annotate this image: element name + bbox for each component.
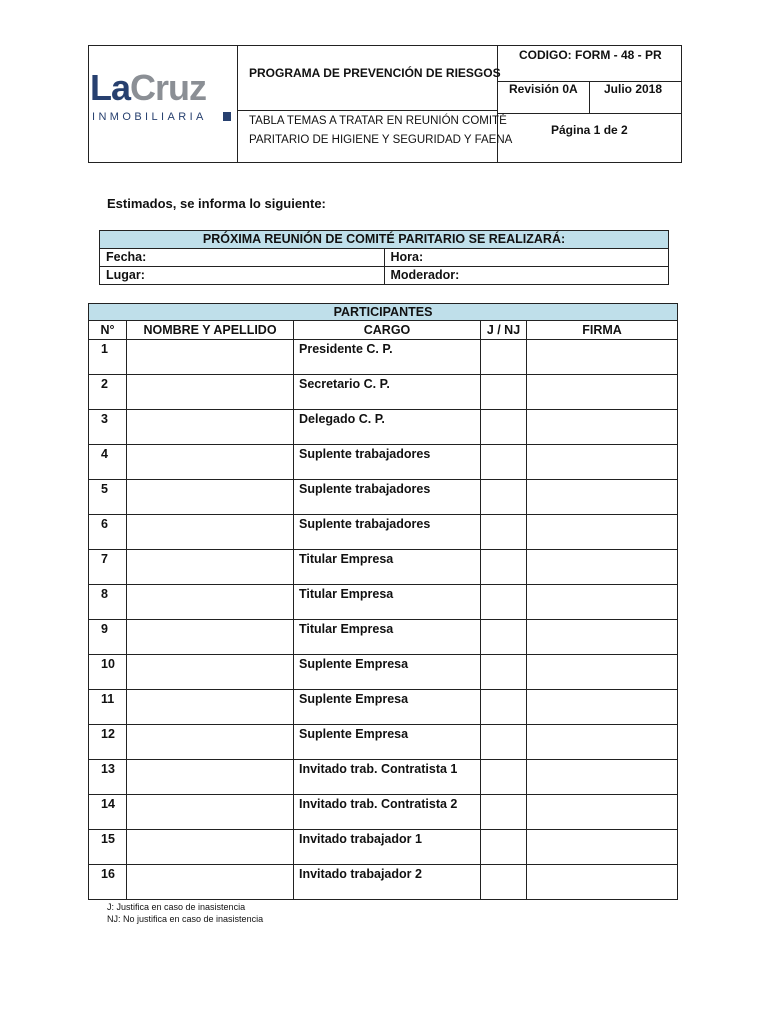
table-row <box>89 445 678 480</box>
row-number <box>89 725 127 760</box>
role-cell <box>294 760 481 795</box>
row-number-text: 10 <box>101 657 115 671</box>
table-row <box>89 795 678 830</box>
table-row <box>89 480 678 515</box>
signature-field[interactable] <box>527 865 678 900</box>
signature-field[interactable] <box>527 445 678 480</box>
attendance-field-blank <box>481 655 526 657</box>
name-field-blank <box>127 795 293 797</box>
row-number <box>89 445 127 480</box>
role-cell-text: Delegado C. P. <box>299 412 385 426</box>
name-field-blank <box>127 725 293 727</box>
name-field[interactable] <box>127 480 294 515</box>
header-divider <box>237 46 238 162</box>
signature-field[interactable] <box>527 550 678 585</box>
signature-field[interactable] <box>527 375 678 410</box>
role-cell <box>294 375 481 410</box>
header-divider <box>589 81 590 113</box>
row-number-text: 4 <box>101 447 108 461</box>
name-field-blank <box>127 410 293 412</box>
role-cell <box>294 865 481 900</box>
role-cell <box>294 480 481 515</box>
name-field[interactable] <box>127 340 294 375</box>
participants-title: PARTICIPANTES <box>89 304 678 321</box>
role-cell <box>294 690 481 725</box>
row-number <box>89 760 127 795</box>
row-number-text: 13 <box>101 762 115 776</box>
signature-field-blank <box>527 795 677 797</box>
attendance-field-blank <box>481 550 526 552</box>
name-field[interactable] <box>127 795 294 830</box>
role-cell <box>294 515 481 550</box>
role-cell-text: Invitado trab. Contratista 1 <box>299 762 458 776</box>
signature-field-blank <box>527 480 677 482</box>
name-field-blank <box>127 340 293 342</box>
role-cell <box>294 725 481 760</box>
role-cell-text: Suplente trabajadores <box>299 482 431 496</box>
row-number <box>89 340 127 375</box>
row-number-text: 6 <box>101 517 108 531</box>
role-cell <box>294 550 481 585</box>
name-field[interactable] <box>127 865 294 900</box>
row-number <box>89 690 127 725</box>
name-field[interactable] <box>127 515 294 550</box>
role-cell-text: Suplente Empresa <box>299 657 409 671</box>
name-field[interactable] <box>127 760 294 795</box>
signature-field-blank <box>527 655 677 657</box>
role-cell <box>294 830 481 865</box>
role-cell <box>294 410 481 445</box>
name-field-blank <box>127 655 293 657</box>
name-field[interactable] <box>127 585 294 620</box>
form-subtitle-line2: PARITARIO DE HIGIENE Y SEGURIDAD Y FAENA <box>249 134 513 146</box>
signature-field[interactable] <box>527 760 678 795</box>
row-number <box>89 865 127 900</box>
name-field[interactable] <box>127 445 294 480</box>
attendance-field-blank <box>481 760 526 762</box>
signature-field[interactable] <box>527 690 678 725</box>
table-row <box>89 830 678 865</box>
logo-word-la: La <box>90 67 131 108</box>
signature-field[interactable] <box>527 515 678 550</box>
meeting-date-field[interactable]: Fecha: <box>100 249 385 267</box>
name-field-blank <box>127 445 293 447</box>
attendance-field-blank <box>481 865 526 867</box>
participants-table <box>88 303 678 900</box>
attendance-field[interactable] <box>481 445 527 480</box>
role-cell-text: Titular Empresa <box>299 552 394 566</box>
meeting-table <box>99 230 669 285</box>
signature-field[interactable] <box>527 585 678 620</box>
row-number <box>89 480 127 515</box>
column-header-attendance: J / NJ <box>481 321 527 340</box>
signature-field-blank <box>527 690 677 692</box>
table-row <box>89 760 678 795</box>
attendance-field[interactable] <box>481 585 527 620</box>
column-header-signature: FIRMA <box>527 321 678 340</box>
name-field-blank <box>127 375 293 377</box>
attendance-field-blank <box>481 340 526 342</box>
name-field[interactable] <box>127 375 294 410</box>
row-number-text: 5 <box>101 482 108 496</box>
attendance-field-blank <box>481 690 526 692</box>
attendance-field-blank <box>481 515 526 517</box>
signature-field[interactable] <box>527 830 678 865</box>
row-number <box>89 515 127 550</box>
attendance-field[interactable] <box>481 655 527 690</box>
role-cell <box>294 620 481 655</box>
signature-field-blank <box>527 340 677 342</box>
signature-field[interactable] <box>527 410 678 445</box>
revision: Revisión 0A <box>509 82 578 96</box>
signature-field-blank <box>527 445 677 447</box>
attendance-field-blank <box>481 585 526 587</box>
role-cell-text: Suplente trabajadores <box>299 447 431 461</box>
table-row <box>89 865 678 900</box>
table-row <box>89 410 678 445</box>
row-number <box>89 655 127 690</box>
row-number-text: 3 <box>101 412 108 426</box>
meeting-title: PRÓXIMA REUNIÓN DE COMITÉ PARITARIO SE REALIZARÁ: <box>100 231 669 249</box>
note-not-justifies: NJ: No justifica en caso de inasistencia <box>107 914 264 924</box>
signature-field[interactable] <box>527 340 678 375</box>
role-cell-text: Invitado trab. Contratista 2 <box>299 797 458 811</box>
attendance-field-blank <box>481 445 526 447</box>
header-divider <box>237 110 497 111</box>
name-field[interactable] <box>127 830 294 865</box>
row-number-text: 14 <box>101 797 115 811</box>
header-divider <box>497 113 681 114</box>
role-cell <box>294 445 481 480</box>
role-cell-text: Invitado trabajador 2 <box>299 867 422 881</box>
attendance-field[interactable] <box>481 725 527 760</box>
attendance-field-blank <box>481 725 526 727</box>
meeting-place-field[interactable]: Lugar: <box>100 267 385 285</box>
attendance-field[interactable] <box>481 690 527 725</box>
column-header-role: CARGO <box>294 321 481 340</box>
row-number <box>89 795 127 830</box>
revision-date: Julio 2018 <box>604 82 663 96</box>
logo-word-cruz: Cruz <box>130 67 207 108</box>
name-field-blank <box>127 515 293 517</box>
logo-square-mark <box>223 112 231 121</box>
table-row <box>89 725 678 760</box>
name-field[interactable] <box>127 550 294 585</box>
name-field[interactable] <box>127 725 294 760</box>
signature-field-blank <box>527 515 677 517</box>
attendance-field[interactable] <box>481 830 527 865</box>
table-row <box>89 585 678 620</box>
row-number <box>89 375 127 410</box>
attendance-field[interactable] <box>481 375 527 410</box>
signature-field-blank <box>527 550 677 552</box>
row-number-text: 12 <box>101 727 115 741</box>
signature-field[interactable] <box>527 480 678 515</box>
row-number-text: 7 <box>101 552 108 566</box>
name-field-blank <box>127 760 293 762</box>
attendance-field[interactable] <box>481 620 527 655</box>
signature-field-blank <box>527 865 677 867</box>
column-header-number: N° <box>89 321 127 340</box>
attendance-field[interactable] <box>481 795 527 830</box>
program-title: PROGRAMA DE PREVENCIÓN DE RIESGOS <box>249 66 501 80</box>
row-number <box>89 410 127 445</box>
role-cell-text: Suplente trabajadores <box>299 517 431 531</box>
form-code: CODIGO: FORM - 48 - PR <box>519 48 662 62</box>
row-number-text: 11 <box>101 692 115 706</box>
role-cell-text: Secretario C. P. <box>299 377 390 391</box>
table-row <box>89 620 678 655</box>
document-header <box>88 45 682 163</box>
name-field-blank <box>127 690 293 692</box>
table-row <box>89 550 678 585</box>
attendance-field[interactable] <box>481 340 527 375</box>
table-row <box>89 655 678 690</box>
role-cell <box>294 795 481 830</box>
attendance-field[interactable] <box>481 480 527 515</box>
table-row <box>89 515 678 550</box>
attendance-field-blank <box>481 795 526 797</box>
role-cell <box>294 585 481 620</box>
row-number-text: 8 <box>101 587 108 601</box>
name-field-blank <box>127 865 293 867</box>
row-number <box>89 830 127 865</box>
name-field-blank <box>127 830 293 832</box>
logo-subtitle: INMOBILIARIA <box>92 111 207 123</box>
attendance-field-blank <box>481 375 526 377</box>
row-number <box>89 585 127 620</box>
attendance-field-blank <box>481 620 526 622</box>
signature-field-blank <box>527 620 677 622</box>
role-cell <box>294 340 481 375</box>
role-cell-text: Titular Empresa <box>299 587 394 601</box>
role-cell <box>294 655 481 690</box>
role-cell-text: Invitado trabajador 1 <box>299 832 422 846</box>
role-cell-text: Presidente C. P. <box>299 342 393 356</box>
column-header-name: NOMBRE Y APELLIDO <box>127 321 294 340</box>
attendance-field[interactable] <box>481 760 527 795</box>
attendance-field-blank <box>481 830 526 832</box>
name-field[interactable] <box>127 690 294 725</box>
name-field-blank <box>127 585 293 587</box>
signature-field-blank <box>527 830 677 832</box>
row-number-text: 2 <box>101 377 108 391</box>
name-field-blank <box>127 480 293 482</box>
meeting-moderator-field[interactable]: Moderador: <box>384 267 669 285</box>
role-cell-text: Titular Empresa <box>299 622 394 636</box>
role-cell-text: Suplente Empresa <box>299 727 409 741</box>
attendance-field-blank <box>481 480 526 482</box>
signature-field[interactable] <box>527 725 678 760</box>
name-field-blank <box>127 620 293 622</box>
signature-field-blank <box>527 375 677 377</box>
name-field[interactable] <box>127 410 294 445</box>
name-field[interactable] <box>127 655 294 690</box>
row-number-text: 1 <box>101 342 108 356</box>
meeting-time-field[interactable]: Hora: <box>384 249 669 267</box>
signature-field-blank <box>527 410 677 412</box>
role-cell-text: Suplente Empresa <box>299 692 409 706</box>
signature-field[interactable] <box>527 620 678 655</box>
attendance-field[interactable] <box>481 515 527 550</box>
form-subtitle-line1: TABLA TEMAS A TRATAR EN REUNIÓN COMITÉ <box>249 115 507 127</box>
signature-field-blank <box>527 725 677 727</box>
table-row <box>89 375 678 410</box>
table-row <box>89 690 678 725</box>
attendance-field[interactable] <box>481 410 527 445</box>
signature-field-blank <box>527 760 677 762</box>
company-logo <box>89 46 238 162</box>
row-number <box>89 620 127 655</box>
table-row <box>89 340 678 375</box>
signature-field[interactable] <box>527 655 678 690</box>
signature-field[interactable] <box>527 795 678 830</box>
signature-field-blank <box>527 585 677 587</box>
row-number-text: 15 <box>101 832 115 846</box>
attendance-field[interactable] <box>481 865 527 900</box>
row-number <box>89 550 127 585</box>
name-field-blank <box>127 550 293 552</box>
intro-text: Estimados, se informa lo siguiente: <box>107 196 326 211</box>
note-justifies: J: Justifica en caso de inasistencia <box>107 902 246 912</box>
row-number-text: 9 <box>101 622 108 636</box>
attendance-field[interactable] <box>481 550 527 585</box>
page-number: Página 1 de 2 <box>551 123 628 137</box>
row-number-text: 16 <box>101 867 115 881</box>
name-field[interactable] <box>127 620 294 655</box>
attendance-field-blank <box>481 410 526 412</box>
